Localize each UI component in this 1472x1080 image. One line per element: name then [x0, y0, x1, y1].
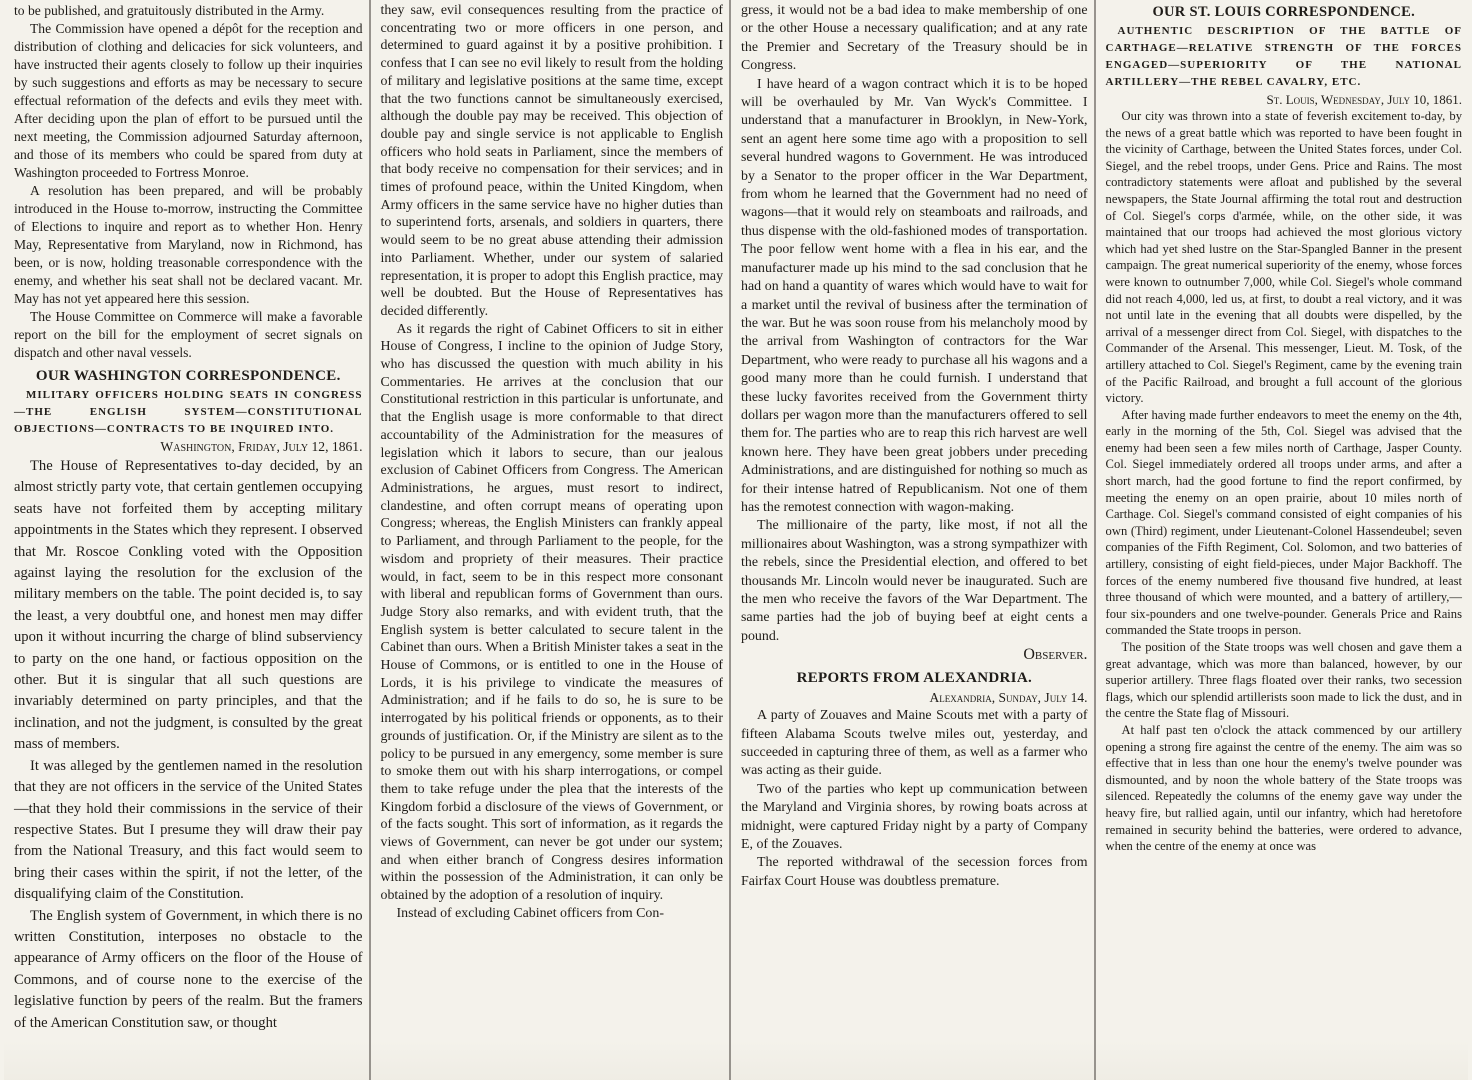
article-paragraph: gress, it would not be a bad idea to make membership of one or the other House a necessary qualification; and at any rate the Premier and Secretary of the Treasury should be in Congress. [741, 3, 1088, 74]
column-2 [371, 0, 730, 1080]
article-paragraph: The reported withdrawal of the secession forces from Fairfax Court House was doubtless premature. [741, 855, 1088, 889]
section-subheading: MILITARY OFFICERS HOLDING SEATS IN CONGRESS —THE ENGLISH SYSTEM—CONSTITUTIONAL OBJECTIONS—CONTRACTS TO BE INQUIRED INTO. [14, 389, 363, 435]
section-subheading: AUTHENTIC DESCRIPTION OF THE BATTLE OF CARTHAGE—RELATIVE STRENGTH OF THE FORCES ENGAGED—SUPERIORITY OF THE NATIONAL ARTILLERY—THE REBEL CAVALRY, ETC. [1105, 25, 1463, 88]
dateline: Washington, Friday, July 12, 1861. [160, 439, 363, 454]
article-paragraph: At half past ten o'clock the attack commenced by our artillery opening a strong fire against the centre of the enemy. The aim was so effective that in less than one hour the enemy's twelve pounder was dismounted, and by noon the whole battery of the State troops was silenced. Repeatedly the columns of the enemy gave way under the heavy fire, but rallied again, until our infantry, which had heretofore remained in security behind the batteries, were ordered to advance, when the centre of the enemy at once was [1105, 722, 1463, 854]
article-paragraph: to be published, and gratuitously distributed in the Army. [14, 3, 325, 18]
article-paragraph: I have heard of a wagon contract which it is to be hoped will be overhauled by Mr. Van Wyck's Committee. I understand that a manufacturer in Brooklyn, in New-York, sent an agent here some time ago with a proposition to sell several hundred wagons to Government. He was introduced by a Senator to the proper officer in the War Department, from whom he learned that the Government had no need of wagons—that it would rely on steamboats and railroads, and thus dispense with the old-fashioned modes of transportation. The poor fellow went home with a flea in his ear, and the manufacturer made up his mind to the sad conclusion that he had on hand a quantity of wares which would have to wait for a market until the revival of business after the termination of the war. But he was soon rouse from his melancholy mood by the arrival from Washington of contractors for the War Department, who were ready to purchase all his wagons and a good many more than he could furnish. I understand that these lucky favorites received from the Government thirty dollars per wagon more than the manufacturers offered to sell them for. The parties who are to reap this rich harvest are well known here. They have been great jobbers under preceding Administrations, and are distinguished for nothing so much as for their intense hatred of Republicanism. Not one of them has the remotest connection with wagon-making. [741, 76, 1088, 515]
paper-shading [4, 1040, 369, 1080]
article-paragraph: The millionaire of the party, like most, if not all the millionaires about Washington, was a strong sympathizer with the rebels, since the Presidential election, and offered to bet thousands Mr. Lincoln would never be inaugurated. Such are the men who receive the favors of the War Department. The same parties had the job of buying beef at eight cents a pound. [741, 518, 1088, 644]
article-paragraph: Two of the parties who kept up communication between the Maryland and Virginia shores, by rowing boats across at midnight, were captured Friday night by a party of Company E, of the Zouaves. [741, 781, 1088, 853]
article-paragraph: The House of Representatives to-day decided, by an almost strictly party vote, that certain gentlemen occupying seats have not forfeited them by accepting military appointments in the States which they represent. I observed that Mr. Roscoe Conkling voted with the Opposition against laying the resolution for the exclusion of the military members on the table. The point decided is, to say the least, a very doubtful one, and honest men may differ upon it without incurring the charge of blind subserviency to party on the one hand, or factious opposition on the other. But it is singular that all such questions are invariably determined on party principles, and that the inclination, and not the judgment, is consulted by the great mass of members. [14, 458, 363, 753]
article-paragraph: A party of Zouaves and Maine Scouts met with a party of fifteen Alabama Scouts twelve miles out, yesterday, and succeeded in capturing three of them, as well as a farmer who was acting as their guide. [741, 708, 1088, 779]
article-paragraph: As it regards the right of Cabinet Officers to sit in either House of Congress, I incline to the opinion of Judge Story, who has discussed the question with much ability in his Commentaries. He arrives at the conclusion that our Constitutional restriction in this particular is unfortunate, and that the English usage is more conformable to that direct accountability of the Administration for the measures of legislation which it labors to secure, than our jealous exclusion of Cabinet Officers from Congress. The American Administrations, he argues, must resort to indirect, clandestine, and often corrupt means of operating upon Congress; whereas, the English Ministers can frankly appeal to Parliament, and through Parliament to the people, for the wisdom and propriety of their measures. Their practice would, in fact, seem to be in this respect more consonant with liberal and republican forms of Government than ours. Judge Story also remarks, and with evident truth, that the English system is better calculated to secure talent in the Cabinet than ours. When a British Minister takes a seat in the House of Commons, or is entitled to one in the House of Lords, it is his privilege to vindicate the measures of Administration; and if he fails to do so, he is sure to be interrogated by his political friends or opponents, as to their grounds of justification. Or, if the Ministry are silent as to the policy to be pursued in any emergency, some member is sure to smoke them out with his sharp interrogations, or compel them to take refuge under the plea that the interests of the Kingdom forbid a disclosure of the views of Government, or of the facts sought. This sort of information, as it regards the views of Government, can never be got under our system; and when either branch of Congress desires information within the possession of the Administration, it can only be obtained by the adoption of a resolution of inquiry. [380, 321, 724, 904]
dateline: St. Louis, Wednesday, July 10, 1861. [1266, 92, 1463, 107]
signature: Observer. [1023, 646, 1088, 664]
column-1 [4, 0, 369, 1080]
article-paragraph: The English system of Government, in which there is no written Constitution, interposes no obstacle to the appearance of Army officers on the floor of the House of Commons, and of course none to the exercise of the legislative function by peers of the realm. But the framers of the American Constitution saw, or thought [14, 907, 363, 1031]
article-paragraph: they saw, evil consequences resulting from the practice of concentrating two or more officers in one person, and determined to guard against it by a positive prohibition. I confess that I can see no evil likely to result from the holding of military and legislative positions at the same time, except that the two functions cannot be simultaneously exercised, although the double pay may be received. This objection of double pay and single service is not applicable to English officers who hold seats in Parliament, since the members of that body receive no compensation for their services; and in times of profound peace, within the United Kingdom, when Army officers in the same service have no higher duties than to superintend forts, arsenals, and soldiers in quarters, there would seem to be no great abuse attending their admission into Parliament. Whether, under our system of salaried representation, it is proper to adopt this English practice, may well be doubted. But the House of Representatives has decided differently. [380, 3, 724, 319]
article-paragraph: The Commission have opened a dépôt for the reception and distribution of clothing and delicacies for sick volunteers, and have instructed their agents closely to follow up their inquiries by such suggestions and efforts as may be necessary to secure effectual reformation of the defects and evils they meet with. After deciding upon the plan of effort to be pursued until the next meeting, the Commission adjourned Saturday afternoon, and those of its members who could be spared from duty at Washington proceeded to Fortress Monroe. [14, 21, 363, 180]
paper-shading [1096, 1040, 1468, 1080]
section-heading: OUR WASHINGTON CORRESPONDENCE. [35, 368, 341, 384]
article-paragraph: Our city was thrown into a state of feverish excitement to-day, by the news of a great battle which was reported to have been fought in the vicinity of Carthage, between the United States forces, under Col. Siegel, and the rebel troops, under Gens. Price and Rains. The most contradictory statements were afloat and published by the several newspapers, the State Journal affirming the total rout and destruction of Col. Siegel's corps d'armée, while, on the other side, it was maintained that our troops had achieved the most glorious victory which had yet shed lustre on the Star-Spangled Banner in the present campaign. The great numerical superiority of the enemy, whose forces were known to outnumber 7,000, while Col. Siegel's whole command did not reach 4,000, led us, at first, to doubt a real victory, and it was not until late in the evening that all doubts were dispelled, by the arrival of a messenger direct from Col. Siegel, with dispatches to the Commander of the Arsenal. This messenger, Lieut. M. Tosk, of the artillery attached to Col. Siegel's Regiment, came by the evening train of the Pacific Railroad, and brought a full account of the glorious victory. [1105, 109, 1463, 406]
paper-shading [371, 1040, 730, 1080]
column-3 [731, 0, 1094, 1080]
article-paragraph: A resolution has been prepared, and will be probably introduced in the House to-morrow, instructing the Committee of Elections to inquire and report as to whether Hon. Henry May, Representative from Maryland, now in Richmond, has been, or is now, holding treasonable correspondence with the enemy, and whether his seat shall not be declared vacant. Mr. May has not yet appeared here this session. [14, 183, 363, 306]
article-paragraph: After having made further endeavors to meet the enemy on the 4th, early in the morning of the 5th, Col. Siegel was advised that the enemy had been seen a few miles north of Carthage, Jasper County. Col. Siegel immediately ordered all troops under arms, and after a short march, had the good fortune to find the report confirmed, by meeting the enemy on an open prairie, about 10 miles north of Carthage. Col. Siegel's command consisted of eight companies of his own (Third) regiment, under Lieutenant-Colonel Hassendeubel; seven companies of the Fifth Regiment, Col. Solomon, and two batteries of artillery, consisting of eight field-pieces, under Major Backhoff. The forces of the enemy numbered five thousand five hundred, at least three thousand of which were mounted, and a battery of artillery,—four six-pounders and one twelve-pounder. Generals Price and Rains commanded the State troops in person. [1105, 407, 1463, 638]
section-heading: REPORTS FROM ALEXANDRIA. [796, 670, 1032, 687]
article-paragraph: The position of the State troops was well chosen and gave them a great advantage, which was more than balanced, however, by our superior artillery. Three flags floated over their ranks, two secession flags, which our splendid artillerists soon made to lick the dust, and in the centre the State flag of Missouri. [1105, 640, 1463, 721]
article-paragraph: Instead of excluding Cabinet officers from Con- [396, 905, 664, 921]
column-4 [1096, 0, 1468, 1080]
dateline: Alexandria, Sunday, July 14. [929, 690, 1088, 706]
section-heading: OUR ST. LOUIS CORRESPONDENCE. [1152, 4, 1416, 20]
article-paragraph: It was alleged by the gentlemen named in the resolution that they are not officers in the service of the United States—that they hold their commissions in the service of their respective States. But I presume they will draw their pay from the National Treasury, and this fact would seem to bring their cases within the spirit, if not the letter, of the disqualifying claim of the Constitution. [14, 757, 363, 903]
article-paragraph: The House Committee on Commerce will make a favorable report on the bill for the employment of secret signals on dispatch and other naval vessels. [14, 309, 363, 360]
paper-shading [731, 1040, 1094, 1080]
